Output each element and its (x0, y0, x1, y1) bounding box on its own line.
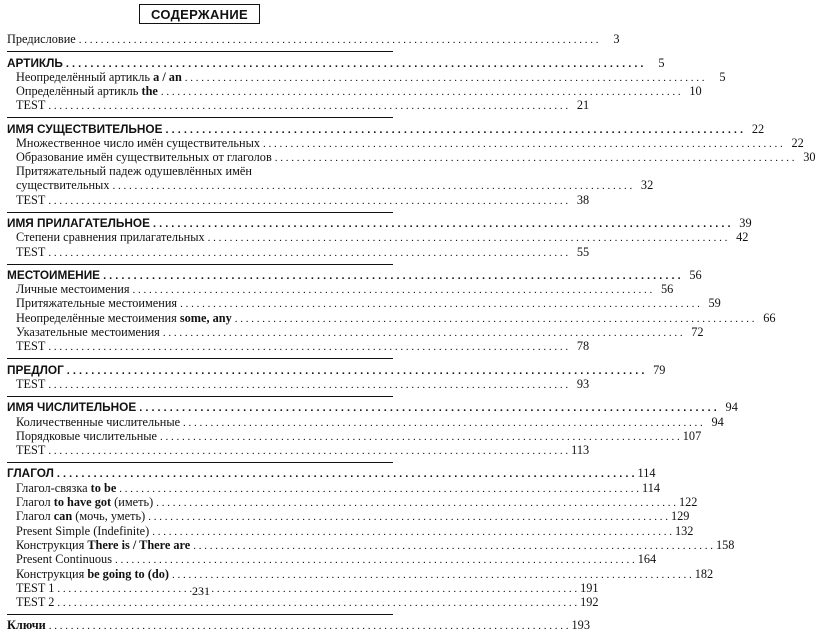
toc-entry[interactable] (7, 296, 721, 311)
dot-leader (48, 379, 568, 391)
dot-leader (180, 298, 700, 310)
dot-leader (48, 100, 568, 112)
entry-text: ИМЯ ПРИЛАГАТЕЛЬНОЕ (7, 215, 150, 230)
toc-entry[interactable] (7, 376, 590, 391)
page-ref: 21 (576, 98, 590, 113)
toc-entry[interactable] (7, 523, 694, 538)
entry-text: TEST (16, 376, 46, 391)
entry-text: АРТИКЛЬ (7, 55, 63, 70)
entry-title (16, 443, 45, 457)
entry-bold-term: be going to (do) (87, 566, 169, 581)
entry-title (16, 136, 260, 150)
entry-title (7, 268, 100, 282)
toc-entry[interactable] (7, 69, 726, 84)
page-ref: 3 (613, 32, 620, 47)
entry-title (16, 193, 45, 207)
entry-title (16, 509, 145, 523)
entry-title (16, 282, 129, 296)
entry-text: Личные местоимения (16, 282, 130, 297)
entry-text: TEST (16, 192, 46, 207)
entry-text: TEST (16, 339, 46, 354)
entry-text: ГЛАГОЛ (7, 466, 54, 481)
section-heading[interactable] (7, 121, 765, 136)
page-ref: 38 (576, 192, 590, 207)
toc-entry[interactable] (7, 552, 657, 567)
entry-title (7, 466, 54, 480)
entry-text: Количественные числительные (16, 414, 181, 429)
toc-entry[interactable] (7, 325, 704, 340)
page-ref: 93 (576, 376, 590, 391)
entry-title (16, 70, 182, 84)
dot-leader (48, 195, 568, 207)
entry-text: Конструкция (16, 537, 88, 552)
toc-entry[interactable] (7, 150, 816, 165)
entry-title (16, 296, 177, 310)
toc-entry[interactable] (7, 618, 590, 632)
entry-text: ПРЕДЛОГ (7, 362, 64, 377)
dot-leader (235, 313, 755, 325)
entry-text: Present Simple (Indefinite) (16, 523, 150, 538)
page-ref: 164 (637, 552, 657, 567)
entry-title (16, 552, 112, 566)
entry-text: Предисловие (7, 32, 76, 47)
entry-title (16, 538, 190, 552)
entry-title (7, 618, 46, 632)
toc-entry[interactable] (7, 310, 776, 325)
entry-text: Глагол (16, 509, 54, 524)
page-number: 231 (192, 584, 210, 598)
page-ref: 42 (736, 230, 749, 245)
entry-text: Притяжательный падеж одушевлённых имён (16, 164, 252, 179)
toc-entry[interactable] (7, 164, 654, 193)
dot-leader (208, 232, 728, 244)
table-of-contents (7, 32, 816, 632)
entry-text: ИМЯ ЧИСЛИТЕЛЬНОЕ (7, 400, 137, 415)
section-heading[interactable] (7, 267, 702, 282)
page-ref: 66 (763, 310, 776, 325)
dot-leader (193, 540, 713, 552)
dot-leader (79, 34, 599, 46)
page-ref: 114 (642, 480, 661, 495)
page-ref: 191 (580, 580, 599, 595)
entry-bold-term: a / an (153, 69, 182, 84)
entry-text: Неопределённый артикль (16, 69, 154, 84)
section-divider (7, 51, 393, 52)
dot-leader (49, 620, 569, 632)
entry-text: Конструкция (16, 566, 88, 581)
section-divider (7, 264, 393, 265)
dot-leader (66, 58, 644, 70)
page-ref: 192 (580, 595, 599, 610)
entry-title (16, 339, 45, 353)
page-ref: 94 (711, 414, 724, 429)
toc-entry[interactable] (7, 32, 620, 47)
entry-text: Порядковые числительные (16, 428, 158, 443)
toc-entry[interactable] (7, 537, 735, 552)
section-heading[interactable] (7, 55, 665, 70)
toc-entry[interactable] (7, 282, 674, 297)
page-ref: 56 (689, 267, 702, 282)
toc-entry[interactable] (7, 244, 590, 259)
dot-leader (148, 511, 668, 523)
dot-leader (163, 327, 683, 339)
dot-leader (165, 124, 743, 136)
entry-bold-term: There is / There are (87, 537, 191, 552)
entry-title (7, 400, 136, 414)
page-ref: 79 (653, 362, 666, 377)
entry-title (16, 429, 157, 443)
entry-text: Present Continuous (16, 552, 112, 567)
page-ref: 182 (694, 566, 714, 581)
toc-entry[interactable] (7, 566, 714, 581)
section-heading[interactable] (7, 400, 738, 415)
page-ref: 114 (637, 466, 656, 481)
page-ref: 158 (715, 537, 735, 552)
entry-text: TEST 2 (16, 595, 55, 610)
page-ref: 22 (791, 136, 804, 151)
entry-title (16, 567, 169, 581)
dot-leader (57, 468, 635, 480)
entry-text: Притяжательные местоимения (16, 296, 178, 311)
entry-text: Степени сравнения прилагательных (16, 230, 205, 245)
toc-entry[interactable] (7, 98, 590, 113)
entry-title (7, 32, 76, 46)
entry-bold-term: the (141, 84, 158, 99)
dot-leader (172, 569, 692, 581)
page-ref: 107 (682, 428, 702, 443)
section-divider (7, 462, 393, 463)
entry-text: Неопределённые местоимения (16, 310, 180, 325)
entry-text-after: (иметь) (111, 495, 154, 510)
section-divider (7, 212, 393, 213)
toc-entry[interactable] (7, 339, 590, 354)
page-ref: 30 (803, 150, 816, 165)
entry-title (16, 524, 149, 538)
entry-bold-term: to have got (53, 495, 112, 510)
entry-bold-term: some, any (179, 310, 232, 325)
page-ref: 56 (660, 282, 674, 297)
entry-title (16, 150, 272, 164)
page-ref: 5 (658, 55, 665, 70)
entry-title (16, 230, 205, 244)
dot-leader (48, 341, 568, 353)
toc-entry[interactable] (7, 509, 690, 524)
entry-text: Указательные местоимения (16, 325, 160, 340)
dot-leader (67, 365, 645, 377)
section-heading[interactable] (7, 466, 656, 481)
entry-title (16, 98, 45, 112)
entry-text: Определённый артикль (16, 84, 142, 99)
page-ref: 193 (571, 618, 590, 632)
dot-leader (48, 247, 568, 259)
dot-leader (119, 483, 639, 495)
dot-leader (275, 152, 795, 164)
page-ref: 132 (674, 523, 694, 538)
entry-title (16, 415, 180, 429)
entry-text: Ключи (7, 618, 46, 632)
section-divider (7, 117, 393, 118)
page-ref: 94 (725, 400, 738, 415)
dot-leader (112, 180, 632, 192)
entry-title (16, 84, 158, 98)
entry-text: Образование имён существительных от глаголов (16, 150, 272, 165)
toc-entry[interactable] (7, 84, 702, 99)
entry-title (7, 122, 162, 136)
entry-title (7, 216, 150, 230)
dot-leader (152, 526, 672, 538)
entry-text: МЕСТОИМЕНИЕ (7, 267, 101, 282)
entry-title (16, 325, 160, 339)
entry-text: Множественное число имён существительных (16, 136, 260, 151)
entry-title (7, 56, 63, 70)
entry-text: TEST (16, 98, 46, 113)
dot-leader (153, 218, 731, 230)
entry-text: TEST 1 (16, 580, 55, 595)
entry-text: TEST (16, 244, 46, 259)
section-heading[interactable] (7, 362, 666, 377)
entry-title (7, 363, 64, 377)
toc-entry[interactable] (7, 136, 804, 151)
page-ref: 72 (691, 325, 704, 340)
dot-leader (139, 402, 717, 414)
entry-title (16, 481, 116, 495)
page-ref: 39 (739, 215, 752, 230)
dot-leader (132, 284, 652, 296)
page-ref: 78 (576, 339, 590, 354)
toc-entry[interactable] (7, 443, 590, 458)
page-title: СОДЕРЖАНИЕ (139, 4, 260, 24)
entry-title (16, 377, 45, 391)
toc-entry[interactable] (7, 230, 749, 245)
entry-title (16, 311, 232, 325)
dot-leader (263, 138, 783, 150)
page-ref: 113 (571, 443, 590, 458)
dot-leader (103, 270, 681, 282)
page-ref: 10 (689, 84, 702, 99)
toc-entry[interactable] (7, 480, 661, 495)
dot-leader (48, 445, 568, 457)
toc-entry[interactable] (7, 192, 590, 207)
dot-leader (161, 86, 681, 98)
entry-bold-term: to be (90, 480, 117, 495)
entry-text-line2: существительных (16, 178, 110, 193)
entry-text: Глагол-связка (16, 480, 91, 495)
toc-entry[interactable] (7, 414, 724, 429)
page-ref: 32 (640, 178, 654, 193)
toc-entry[interactable] (7, 428, 702, 443)
entry-text: ИМЯ СУЩЕСТВИТЕЛЬНОЕ (7, 121, 163, 136)
entry-text: TEST (16, 443, 46, 458)
page-ref: 55 (576, 244, 590, 259)
section-divider (7, 396, 393, 397)
section-divider (7, 614, 393, 615)
section-heading[interactable] (7, 215, 752, 230)
entry-text-after: (мочь, уметь) (72, 509, 146, 524)
page-ref: 22 (751, 121, 765, 136)
dot-leader (160, 431, 680, 443)
entry-title (16, 495, 153, 509)
dot-leader (156, 497, 676, 509)
entry-bold-term: can (53, 509, 73, 524)
entry-title (16, 245, 45, 259)
page-ref: 129 (670, 509, 690, 524)
page-ref: 122 (678, 495, 698, 510)
toc-entry[interactable] (7, 495, 698, 510)
page-ref: 59 (708, 296, 721, 311)
dot-leader (183, 417, 703, 429)
page-ref: 5 (719, 69, 726, 84)
section-divider (7, 358, 393, 359)
dot-leader (115, 554, 635, 566)
dot-leader (185, 72, 705, 84)
entry-text: Глагол (16, 495, 54, 510)
